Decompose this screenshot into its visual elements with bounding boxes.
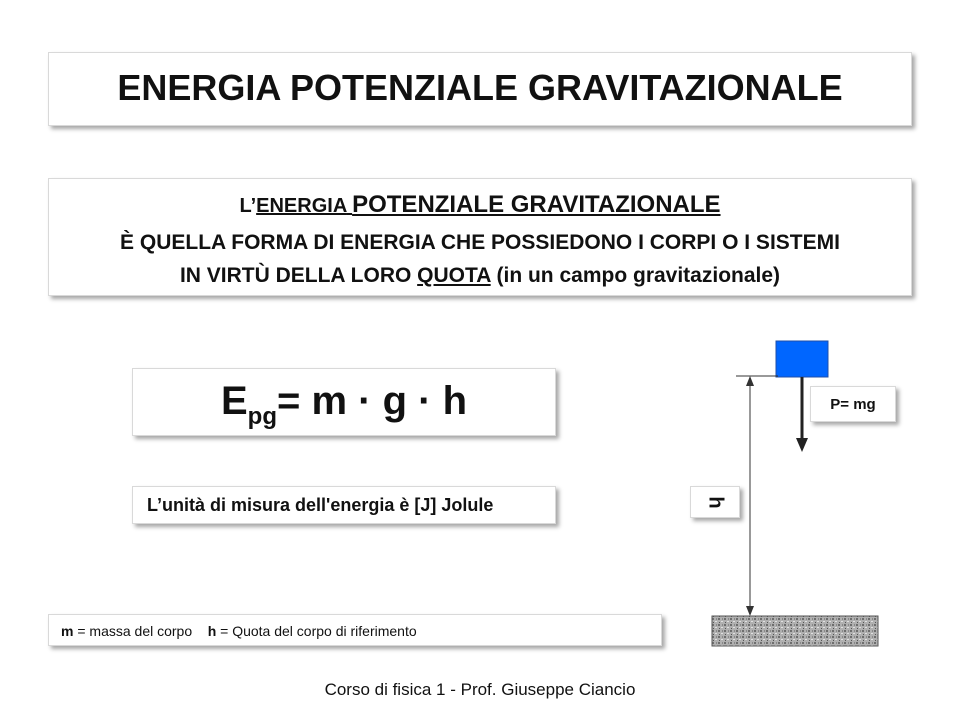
- definition-box: [48, 178, 912, 296]
- height-label-box: [690, 486, 740, 518]
- page-title: ENERGIA POTENZIALE GRAVITAZIONALE: [117, 67, 843, 108]
- weight-arrow-head: [796, 438, 808, 452]
- legend-h-key: h: [207, 623, 217, 639]
- weight-label: P= mg: [830, 396, 876, 413]
- ground: [712, 616, 878, 646]
- formula-rest: = m · g · h: [277, 379, 467, 423]
- definition-line-3: [49, 264, 911, 288]
- definition-potenziale: POTENZIALE GRAVITAZIONALE: [352, 191, 721, 218]
- definition-energia: ENERGIA: [256, 195, 347, 217]
- unit-box: [132, 486, 556, 524]
- definition-l3-post: (in un campo gravitazionale): [490, 264, 781, 287]
- legend-h-text: = Quota del corpo di riferimento: [216, 623, 417, 639]
- height-arrow-top: [746, 376, 754, 386]
- definition-line-1: [49, 191, 911, 219]
- mass-block: [776, 341, 828, 377]
- footer-credit: Corso di fisica 1 - Prof. Giuseppe Ciancio: [324, 680, 636, 699]
- height-arrow-bottom: [746, 606, 754, 616]
- legend-m-key: m: [61, 623, 74, 639]
- legend-box: [48, 614, 662, 646]
- legend-text: [61, 623, 417, 639]
- definition-line-2: È QUELLA FORMA DI ENERGIA CHE POSSIEDONO I CORPI O I SISTEMI: [120, 231, 840, 254]
- definition-l3-pre: IN VIRTÙ DELLA LORO: [179, 264, 418, 287]
- height-label: h: [704, 496, 727, 509]
- definition-quota: QUOTA: [417, 264, 491, 287]
- formula-box: [132, 368, 556, 436]
- formula-e: E: [220, 379, 248, 423]
- formula-subscript: pg: [247, 403, 277, 430]
- title-box: [48, 52, 912, 126]
- legend-m-text: = massa del corpo: [73, 623, 193, 639]
- formula: [133, 379, 555, 431]
- definition-prefix: L’: [239, 195, 257, 217]
- weight-label-box: [810, 386, 896, 422]
- unit-text: L’unità di misura dell'energia è [J] Jolule: [147, 495, 494, 515]
